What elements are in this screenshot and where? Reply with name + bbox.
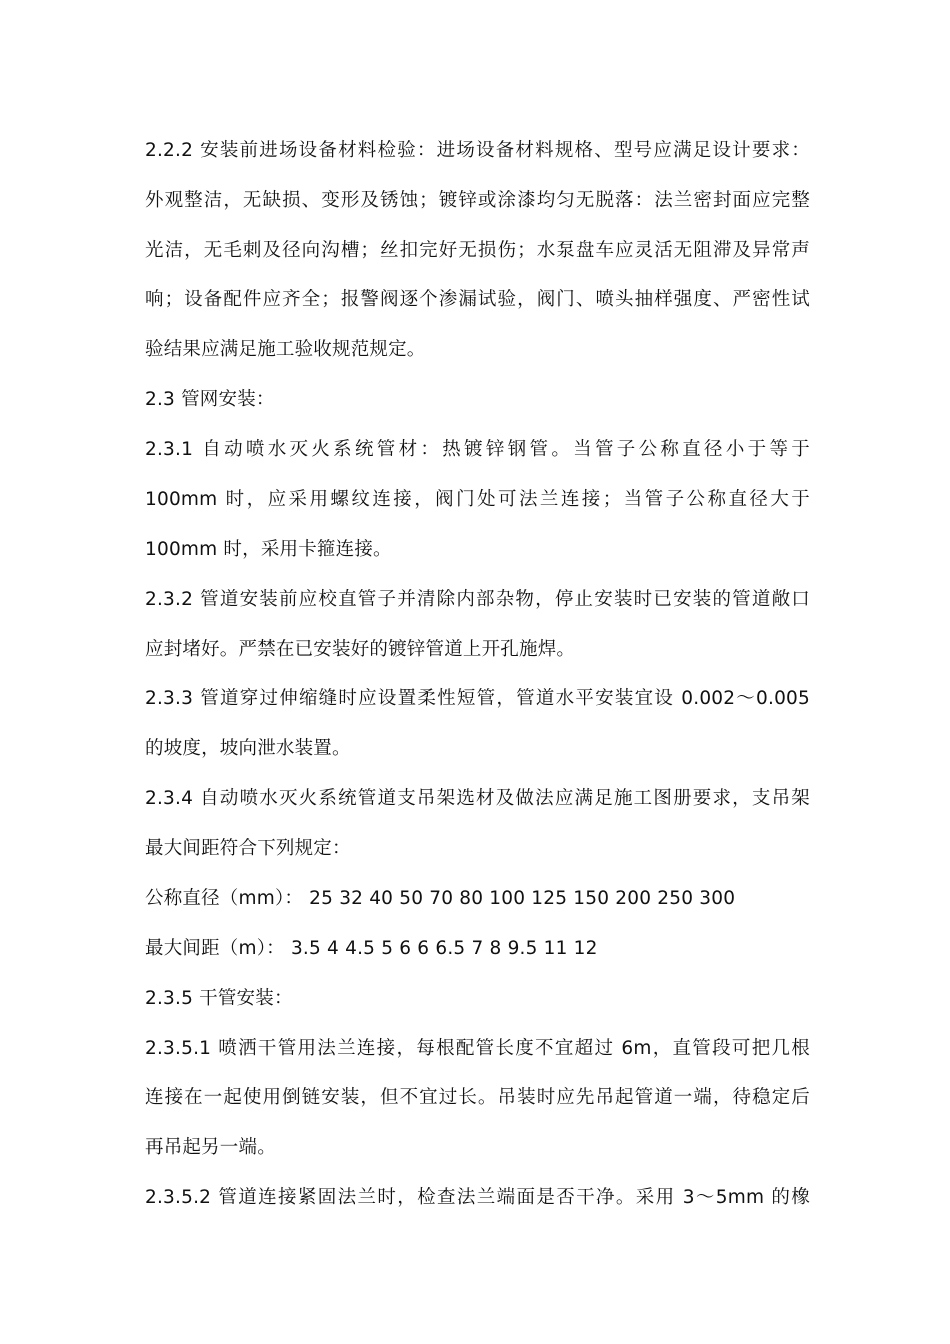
spec-row-spacing: 最大间距（m）： 3.5 4 4.5 5 6 6 6.5 7 8 9.5 11 12 [145, 938, 598, 959]
spec-row-diameter: 公称直径（mm）： 25 32 40 50 70 80 100 125 150 200 250 300 [145, 888, 736, 909]
text-line: 最大间距符合下列规定： [145, 838, 351, 859]
text-line: 100mm 时，应采用螺纹连接，阀门处可法兰连接；当管子公称直径大于 [145, 489, 810, 510]
section-heading: 2.3.5 干管安装： [145, 988, 293, 1009]
text-line: 外观整洁，无缺损、变形及锈蚀；镀锌或涂漆均匀无脱落：法兰密封面应完整 [145, 190, 810, 211]
section-heading: 2.3 管网安装： [145, 389, 275, 410]
text-line: 2.2.2 安装前进场设备材料检验：进场设备材料规格、型号应满足设计要求： [145, 140, 810, 161]
text-line: 2.3.4 自动喷水灭火系统管道支吊架选材及做法应满足施工图册要求，支吊架 [145, 788, 810, 809]
text-line: 2.3.1 自动喷水灭火系统管材：热镀锌钢管。当管子公称直径小于等于 [145, 439, 810, 460]
text-line: 光洁，无毛刺及径向沟槽；丝扣完好无损伤；水泵盘车应灵活无阻滞及异常声 [145, 240, 810, 261]
text-line: 100mm 时，采用卡箍连接。 [145, 539, 392, 560]
text-line: 验结果应满足施工验收规范规定。 [145, 339, 426, 360]
text-line: 2.3.5.1 喷洒干管用法兰连接，每根配管长度不宜超过 6m，直管段可把几根 [145, 1038, 810, 1059]
text-line: 连接在一起使用倒链安装，但不宜过长。吊装时应先吊起管道一端，待稳定后 [145, 1087, 810, 1108]
text-line: 2.3.3 管道穿过伸缩缝时应设置柔性短管，管道水平安装宜设 0.002～0.005 [145, 688, 810, 709]
text-line: 再吊起另一端。 [145, 1137, 276, 1158]
text-line: 应封堵好。严禁在已安装好的镀锌管道上开孔施焊。 [145, 639, 576, 660]
text-line: 的坡度，坡向泄水装置。 [145, 738, 351, 759]
text-line: 2.3.2 管道安装前应校直管子并清除内部杂物，停止安装时已安装的管道敞口 [145, 589, 810, 610]
text-line: 响；设备配件应齐全；报警阀逐个渗漏试验，阀门、喷头抽样强度、严密性试 [145, 289, 810, 310]
text-line: 2.3.5.2 管道连接紧固法兰时，检查法兰端面是否干净。采用 3～5mm 的橡 [145, 1187, 810, 1208]
